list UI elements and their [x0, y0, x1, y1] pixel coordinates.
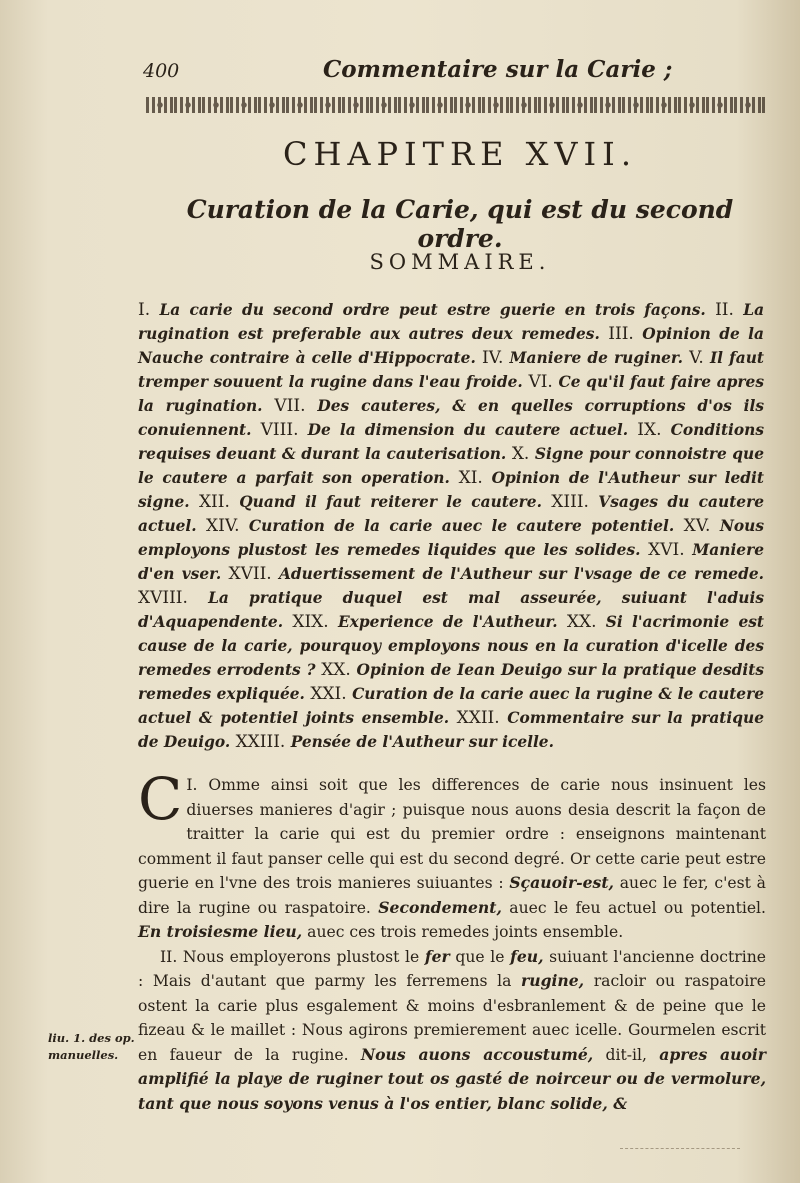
summary-item: XI. Opinion de l'Autheur sur ledit signe. [138, 468, 765, 511]
summary-item: VII. Des cauteres, & en quelles corruptions d'os ils conuiennent. [138, 396, 765, 439]
footer-rule [620, 1148, 740, 1150]
paragraph-number: I. [186, 776, 198, 794]
paragraph-1: I. C Omme ainsi soit que les differences de carie nous insinuent les diuerses manieres d'agir ; puisque nous auons desia descrit la façon de traitter la carie qui est du premier ordre : enseignons maintenant comment il faut panser celle qui est du second degré. Or cette carie peut estre guerie en l'vne des trois manieres suiuantes : Sçauoir-est, auec le fer, c'est à dire la rugine ou raspatoire. Secondement, auec le feu actuel ou potentiel. En troisiesme lieu, auec ces trois remedes joints ensemble. [138, 765, 766, 941]
summary-item: XIX. Experience de l'Autheur. [292, 612, 558, 632]
summary-item: XXIII. Pensée de l'Autheur sur icelle. [235, 732, 554, 752]
summary-item: XVIII. La pratique duquel est mal asseurée, suiuant l'aduis d'Aquapendente. [138, 588, 765, 631]
summary-item: I. La carie du second ordre peut estre guerie en trois façons. [138, 300, 706, 320]
drop-cap: C [138, 765, 183, 833]
summary-item: IV. Maniere de ruginer. [481, 348, 683, 368]
summary-item: XVII. Aduertissement de l'Autheur sur l'vsage de ce remede. [228, 564, 765, 584]
sommaire-heading: SOMMAIRE. [369, 250, 551, 274]
summary-item: XV. Nous employons plustost les remedes liquides que les solides. [138, 516, 765, 559]
paragraph-number: II. [160, 947, 178, 966]
summary-item: XX. Si l'acrimonie est cause de la carie, pourquoy employons nous en la curation d'icelle des remedes errodents ? [138, 612, 765, 679]
body-text [138, 765, 767, 1116]
summary-item: IX. Conditions requises deuant & durant la cauterisation. [138, 420, 765, 463]
marginal-note: liu. 1. des op. manuelles. [48, 1031, 135, 1062]
summary-item: XIV. Curation de la carie auec le cautere potentiel. [206, 516, 675, 536]
summary-item: II. La rugination est preferable aux autres deux remedes. [138, 300, 765, 343]
summary-item: XIII. Vsages du cautere actuel. [138, 492, 764, 535]
page-number: 400 [143, 60, 180, 82]
chapter-title: CHAPITRE XVII. [283, 135, 637, 173]
decorative-border-ornament [146, 97, 766, 113]
sommaire-summary [138, 298, 764, 754]
summary-item: VIII. De la dimension du cautere actuel. [260, 420, 629, 440]
summary-item: XXII. Commentaire sur la pratique de Deuigo. [138, 708, 765, 751]
summary-item: III. Opinion de la Nauche contraire à celle d'Hippocrate. [138, 324, 765, 367]
summary-item: V. Il faut tremper souuent la rugine dans l'eau froide. [138, 348, 765, 391]
summary-item: XII. Quand il faut reiterer le cautere. [198, 492, 542, 512]
page-header [143, 56, 673, 90]
summary-item: XXI. Curation de la carie auec la rugine & le cautere actuel & potentiel joints ensemble. [138, 684, 764, 727]
running-head: Commentaire sur la Carie ; [323, 56, 673, 83]
summary-item: XX. Opinion de Iean Deuigo sur la pratique desdits remedes expliquée. [138, 660, 764, 703]
summary-item: VI. Ce qu'il faut faire apres la rugination. [138, 372, 765, 415]
chapter-subtitle: Curation de la Carie, qui est du second ordre. [186, 195, 734, 253]
summary-item: X. Signe pour connoistre que le cautere a parfait son operation. [138, 444, 765, 487]
paragraph-2: II. Nous employerons plustost le fer que le feu, suiuant l'ancienne doctrine : Mais d'autant que parmy les ferremens la rugine, racloir ou raspatoire ostent la carie plus esgalement & moins d'esbranlement & de peine que le fizeau & le maillet : Nous agirons premierement auec icelle. Gourmelen escrit en faueur de la rugine. Nous auons accoustumé, dit-il, apres auoir amplifié la playe de ruginer tout os gasté de noirceur ou de vermolure, tant que nous soyons venus à l'os entier, blanc solide, & [138, 946, 767, 1113]
summary-item: XVI. Maniere d'en vser. [138, 540, 765, 583]
